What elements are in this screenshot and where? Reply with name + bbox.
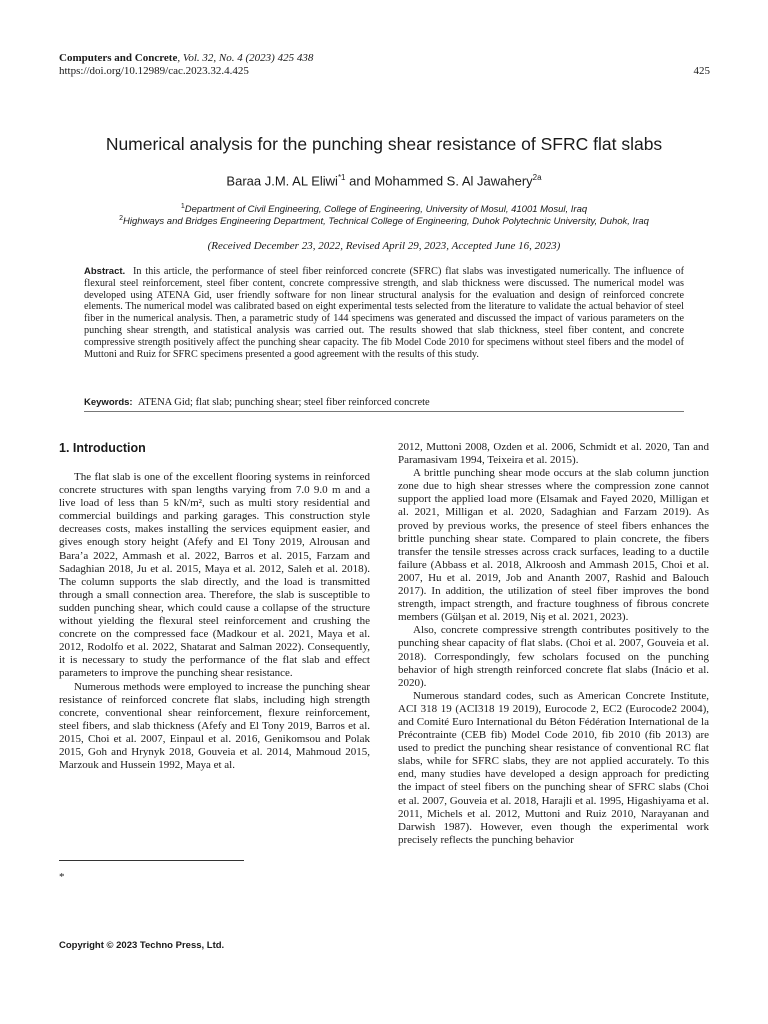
keywords (84, 397, 430, 408)
abstract-label: Abstract. (84, 266, 126, 277)
keywords-text: ATENA Gid; flat slab; punching shear; steel fiber reinforced concrete (137, 397, 430, 408)
paragraph: Numerous methods were employed to increase the punching shear resistance of reinforced concrete flat slabs, including high strength concrete, conventional shear reinforcement, flexure reinforcement, steel fibers, and slab thickness (Afefy and El Tony 2019, Barros et al. 2015, Choi et al. 2007, Einpaul et al. 2016, Genikomsou and Polak 2015, Goh and Hrynyk 2018, Gouveia et al. 2014, Mahmoud 2015, Marzouk and Hussein 1992, Maya et al. (59, 680, 370, 772)
journal-volume: , Vol. 32, No. 4 (2023) 425 438 (177, 52, 314, 64)
abstract-text: In this article, the performance of steel fiber reinforced concrete (SFRC) flat slabs was investigated numerically. The influence of flexural steel reinforcement, steel fiber content, concrete compressive strength, and slab thickness were discussed. The numerical model was developed using ATENA Gid, user friendly software for non linear structural analysis for the evaluation and design of reinforced concrete elements. The numerical model was calibrated based on eight experimental tests selected from the literature to validate the actual behavior of steel fiber in the numerical analysis. Then, a parametric study of 144 specimens was generated and discussed the impact of various parameters on the punching shear strength, and statistical analysis was carried out. The results showed that slab thickness, steel fiber content, and concrete compressive strength positively affect the punching shear capacity. The fib Model Code 2010 for specimens without steel fibers and the model of Muttoni and Ruiz for SFRC specimens presented a good agreement with the results of this study. (84, 266, 684, 360)
affiliation-2-marker: 2 (119, 215, 123, 222)
paper-title: Numerical analysis for the punching shear resistance of SFRC flat slabs (105, 134, 663, 154)
author-1: Baraa J.M. AL Eliwi (226, 173, 338, 189)
affiliation-1-text: Department of Civil Engineering, College of Engineering, University of Mosul, 41001 Mosul, Iraq (184, 204, 588, 216)
section-heading: 1. Introduction (59, 441, 146, 455)
affiliation-1 (0, 203, 768, 215)
journal-header (59, 52, 313, 78)
author-list (0, 173, 768, 188)
footnote-divider (59, 860, 244, 861)
copyright-notice: Copyright © 2023 Techno Press, Ltd. (59, 940, 225, 951)
paragraph: 2012, Muttoni 2008, Ozden et al. 2006, Schmidt et al. 2020, Tan and Paramasivam 1994, Teixeira et al. 2015). (398, 441, 709, 467)
paragraph: The flat slab is one of the excellent flooring systems in reinforced concrete structures with span lengths varying from 7.0 9.0 m and a live load of less than 5 kN/m², such as multi story residential and commercial buildings and parking garages. This construction style decreases costs, makes installing the services equipment easier, and gives enough story height (Afefy and El Tony 2019, Alrousan and Bara’a 2022, Ammash et al. 2022, Barros et al. 2015, Farzam and Sadaghian 2018, Ju et al. 2015, Maya et al. 2012, Saleh et al. 2018). The column supports the slab directly, and the load is transmitted through a small connection area. Therefore, the slab is susceptible to sudden punching shear, which could cause a collapse of the structure without yielding the flexural steel reinforcement and crushing the concrete on the compressed face (Madkour et al. 2021, Maya et al. 2012, Rodolfo et al. 2022, Shatarat and Salman 2022). Consequently, it is necessary to study the performance of the flat slab and effect parameters to improve the punching shear resistance. (59, 471, 370, 680)
page-number: 425 (693, 65, 710, 77)
author-2: Mohammed S. Al Jawahery (374, 173, 533, 189)
left-column (59, 471, 370, 772)
affiliation-2 (0, 215, 768, 227)
abstract (84, 266, 684, 360)
doi-link[interactable]: https://doi.org/10.12989/cac.2023.32.4.425 (59, 65, 249, 77)
received-dates: (Received December 23, 2022, Revised April 29, 2023, Accepted June 16, 2023) (207, 240, 561, 252)
footnote-marker: * (59, 871, 65, 883)
journal-name: Computers and Concrete (59, 52, 178, 64)
paragraph: Numerous standard codes, such as American Concrete Institute, ACI 318 19 (ACI318 19 2019), Eurocode 2, EC2 (Eurocode2 2004), and Comité Euro International du Béton Fédération International de la Précontrainte (CEB fib) Model Code 2010, fib 2010 (fib 2013) are used to predict the punching shear resistance of conventional RC flat slabs, while for SFRC slabs, they are not applied accurately. To this end, many studies have developed a design approach for predicting the impact of steel fibers on the punching shear of SFRC slabs (Choi et al. 2007, Gouveia et al. 2018, Harajli et al. 1995, Higashiyama et al. 2011, Michels et al. 2012, Muttoni and Ruiz 2010, Narayanan and Darwish 1987). However, even though the experimental work precisely reflects the punching behavior (398, 689, 709, 846)
affiliation-2-text: Highways and Bridges Engineering Department, Technical College of Engineering, Duhok Polytechnic University, Duhok, Iraq (122, 216, 649, 228)
paragraph: A brittle punching shear mode occurs at the slab column junction zone due to high shear stresses where the compression zone cannot support the applied load more (Elsamak and Fayed 2020, Milligan et al. 2021, Milligan et al. 2020, Sadaghian and Farzam 2019). As proved by previous works, the presence of steel fibers enhances the brittle punching shear state. Compared to plain concrete, the fibers transfer the tensile stresses across crack surfaces, leading to a ductile failure (Abbass et al. 2018, Alkroosh and Ammash 2015, Choi et al. 2007, Hu et al. 2019, Job and Ananth 2007, Rashid and Balouch 2017). In addition, the utilization of steel fiber improves the bond strength, impact strength, and fracture toughness of fibrous concrete members (Gülşan et al. 2019, Niş et al. 2021, 2023). (398, 467, 709, 624)
author-1-marker: *1 (337, 173, 346, 182)
author-connector: and (345, 173, 375, 189)
right-column (398, 441, 709, 847)
affiliation-1-marker: 1 (180, 203, 185, 210)
author-2-marker: 2a (532, 173, 542, 182)
paragraph: Also, concrete compressive strength contributes positively to the punching shear capacity of flat slabs. (Choi et al. 2007, Gouveia et al. 2018). Correspondingly, few scholars focused on the punching behavior of high strength reinforced concrete flat slabs (Inácio et al. 2020). (398, 624, 709, 689)
keywords-divider (84, 411, 684, 412)
keywords-label: Keywords: (84, 397, 133, 408)
